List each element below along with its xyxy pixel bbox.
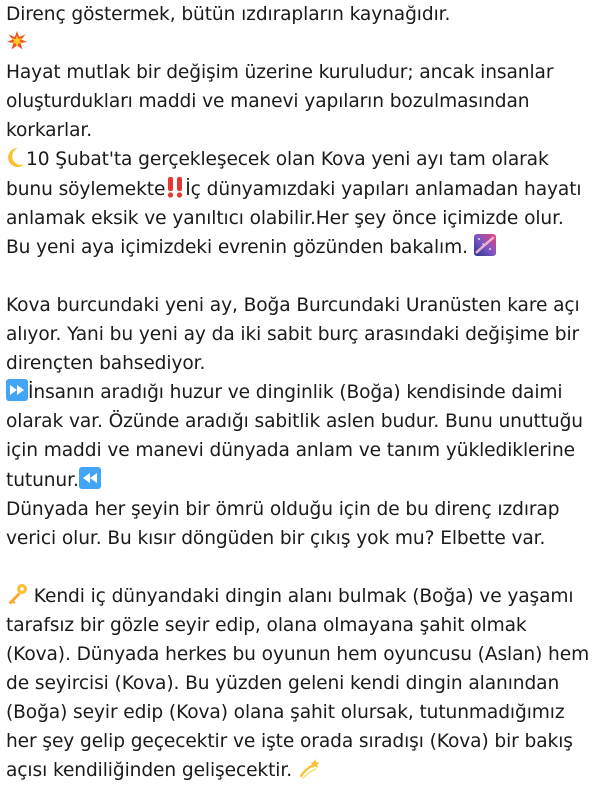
post-line-text: 10 Şubat'ta gerçekleşecek olan Kova yeni ayı tam olarak bbox=[26, 149, 549, 171]
post-line: tarafsız bir gözle seyir edip, olana olmayana şahit olmak bbox=[6, 614, 527, 636]
post-line: (Kova). Dünyada herkes bu oyunun hem oyuncusu (Aslan) hem bbox=[6, 644, 590, 666]
post-line bbox=[6, 29, 598, 58]
post-text bbox=[6, 0, 598, 786]
post-line-text: açısı kendiliğinden gelişecektir. bbox=[6, 760, 298, 782]
milky-way-icon bbox=[474, 234, 496, 256]
post-line: korkarlar. bbox=[6, 120, 93, 142]
post-line bbox=[6, 233, 598, 262]
post-line-text: İç dünyamızdaki yapıları anlamadan hayatı bbox=[185, 178, 582, 200]
post-line-text: Bu yeni aya içimizdeki evrenin gözünden bakalım. bbox=[6, 236, 474, 258]
crescent-moon-icon bbox=[6, 146, 26, 168]
post-line: her şey gelip geçecektir ve işte orada sıradışı (Kova) bir bakış bbox=[6, 731, 573, 753]
post-line-text: İnsanın aradığı huzur ve dinginlik (Boğa) kendisinde daimi bbox=[28, 382, 563, 404]
post-line: Direnç göstermek, bütün ızdırapların kaynağıdır. bbox=[6, 4, 451, 25]
post-line bbox=[6, 466, 598, 495]
post-line bbox=[6, 582, 598, 611]
fast-forward-icon bbox=[6, 379, 28, 401]
post-line-text: bunu söylemekte bbox=[6, 178, 166, 200]
post-line: Hayat mutlak bir değişim üzerine kuruludur; ancak insanlar bbox=[6, 62, 554, 84]
post-line bbox=[6, 378, 598, 407]
post-line bbox=[6, 145, 598, 174]
key-icon bbox=[6, 583, 28, 605]
post-line: dirençten bahsediyor. bbox=[6, 353, 206, 375]
post-line: Dünyada her şeyin bir ömrü olduğu için de bu direnç ızdırap bbox=[6, 498, 560, 520]
post-line: Kova burcundaki yeni ay, Boğa Burcundaki Uranüsten kare açı bbox=[6, 294, 580, 316]
post-line: alıyor. Yani bu yeni ay da iki sabit burç arasındaki değişime bir bbox=[6, 324, 580, 346]
post-line: oluşturdukları maddi ve manevi yapıların bozulmasından bbox=[6, 91, 530, 113]
post-line: olarak var. Özünde aradığı sabitlik aslen budur. Bunu unuttuğu bbox=[6, 411, 583, 433]
post-line: de seyircisi (Kova). Bu yüzden geleni kendi dingin alanından bbox=[6, 673, 560, 695]
post-line: verici olur. Bu kısır döngüden bir çıkış yok mu? Elbette var. bbox=[6, 527, 546, 549]
post-line: için maddi ve manevi dünyada anlam ve tanım yüklediklerine bbox=[6, 440, 575, 462]
paragraph-gap bbox=[6, 262, 598, 291]
post-line: (Boğa) seyir edip (Kova) olana şahit olursak, tutunmadığımız bbox=[6, 702, 565, 724]
post-line: anlamak eksik ve yanıltıcı olabilir.Her şey önce içimizde olur. bbox=[6, 207, 564, 229]
double-exclamation-icon bbox=[165, 176, 185, 198]
paragraph-gap bbox=[6, 553, 598, 582]
post-line bbox=[6, 175, 598, 204]
post-line-text: Kendi iç dünyandaki dingin alanı bulmak (Boğa) ve yaşamı bbox=[28, 585, 574, 607]
post-line-text: tutunur. bbox=[6, 469, 79, 491]
collision-icon bbox=[6, 30, 28, 52]
rewind-icon bbox=[79, 467, 101, 489]
